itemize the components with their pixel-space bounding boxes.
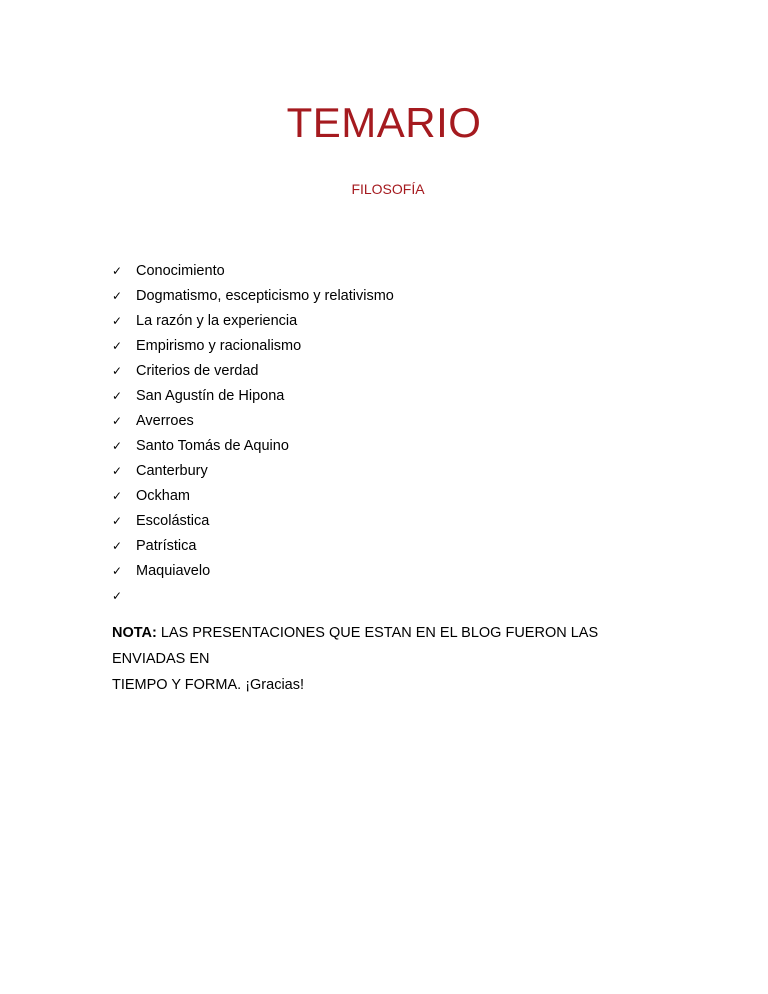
topic-label: Patrística	[136, 537, 197, 554]
page-title: TEMARIO	[286, 99, 482, 146]
list-item	[112, 358, 394, 383]
page-subtitle: FILOSOFÍA	[351, 181, 425, 197]
list-item	[112, 258, 394, 283]
list-item	[112, 308, 394, 333]
list-item	[112, 483, 394, 508]
check-icon: ✓	[112, 588, 123, 603]
topic-label: Criterios de verdad	[136, 362, 259, 379]
check-icon: ✓	[112, 388, 123, 403]
topic-label: Escolástica	[136, 512, 210, 529]
check-icon: ✓	[112, 538, 123, 553]
list-item	[112, 433, 394, 458]
list-item	[112, 383, 394, 408]
topic-label: La razón y la experiencia	[136, 312, 298, 329]
topic-label: Canterbury	[136, 462, 208, 479]
topic-label: Averroes	[136, 412, 194, 429]
topic-label: Conocimiento	[136, 262, 225, 279]
check-icon: ✓	[112, 513, 123, 528]
topic-label: Dogmatismo, escepticismo y relativismo	[136, 287, 394, 304]
check-icon: ✓	[112, 288, 123, 303]
topic-list	[112, 258, 394, 608]
list-item	[112, 533, 394, 558]
topic-label: Maquiavelo	[136, 562, 211, 579]
note-paragraph	[112, 620, 672, 698]
list-item	[112, 508, 394, 533]
list-item	[112, 283, 394, 308]
list-item	[112, 408, 394, 433]
list-item-empty	[112, 583, 394, 608]
check-icon: ✓	[112, 438, 123, 453]
check-icon: ✓	[112, 263, 123, 278]
check-icon: ✓	[112, 338, 123, 353]
list-item	[112, 333, 394, 358]
topic-label: Ockham	[136, 487, 190, 504]
check-icon: ✓	[112, 488, 123, 503]
check-icon: ✓	[112, 413, 123, 428]
note-text-line1: LAS PRESENTACIONES QUE ESTAN EN EL BLOG FUERON LAS ENVIADAS EN	[112, 625, 599, 667]
check-icon: ✓	[112, 363, 123, 378]
note-label: NOTA:	[112, 625, 157, 641]
list-item	[112, 558, 394, 583]
check-icon: ✓	[112, 463, 123, 478]
list-item	[112, 458, 394, 483]
topic-label: Empirismo y racionalismo	[136, 337, 302, 354]
note-text-line2: TIEMPO Y FORMA. ¡Gracias!	[112, 677, 305, 693]
topic-label: San Agustín de Hipona	[136, 387, 285, 404]
check-icon: ✓	[112, 563, 123, 578]
check-icon: ✓	[112, 313, 123, 328]
topic-label: Santo Tomás de Aquino	[136, 437, 289, 454]
